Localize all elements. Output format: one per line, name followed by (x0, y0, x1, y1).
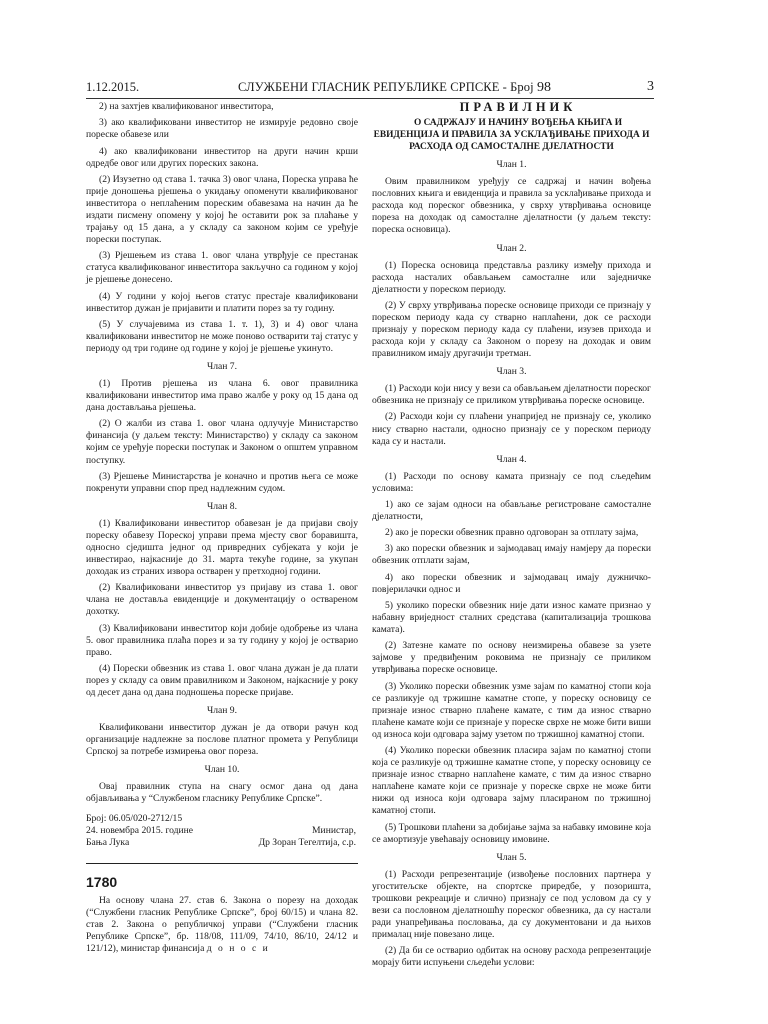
paragraph: 4) ако порески обвезник и зајмодавац имају дужничко-повјерилачки однос и (372, 571, 651, 595)
signer-role: Министар, (312, 825, 356, 837)
article-heading: Члан 4. (496, 453, 527, 465)
paragraph: (1) Расходи репрезентације (извођење пословних партнера у угоститељске објекте, на спортске приредбе, у позоришта, трошкови рекреације и слично) признају се под условом да су у вези са пословном дјелатношћу пореског обвезника, да су настали ради унапређивања пословања, да су документовани и да њихов прималац није повезано лице. (372, 868, 651, 940)
paragraph: Овим правилником уређују се садржај и начин вођења пословних књига и евиденција и правила за усклађивање прихода и расхода код пореског обвезника, у сврху утврђивања основице пореза на доходак од самосталне дјелатности (у даљем тексту: пореска основица). (372, 176, 651, 236)
paragraph: (3) Рјешење Министарства је коначно и против њега се може покренути управни спор пред надлежним судом. (86, 470, 358, 494)
paragraph: (2) Расходи који су плаћени унапријед не признају се, уколико нису стварно настали, односно признају се у пореском периоду када су и настали. (372, 411, 651, 447)
paragraph: (2) У сврху утврђивања пореске основице приходи се признају у пореском периоду када су стварно наплаћени, док се расходи признају у пореском периоду када су плаћени, изузев прихода и расхода који у складу са Законом о порезу на доходак и овим правилником имају другачији третман. (372, 299, 651, 360)
paragraph: (1) Расходи који нису у вези са обављањем дјелатности пореског обвезника не признају се приликом утврђивања пореске основице. (372, 383, 651, 407)
paragraph: 1) ако се зајам односи на обављање регистроване самосталне дјелатности, (372, 498, 651, 522)
preamble-verb: д о н о с и (206, 942, 270, 954)
gazette-title (238, 80, 551, 96)
header-rule (86, 98, 654, 99)
paragraph: (1) Пореска основица представља разлику између прихода и расхода насталих обављањем самосталне или заједничке дјелатности у пореском периоду. (372, 259, 651, 295)
paragraph: (2) О жалби из става 1. овог члана одлучује Министарство финансија (у даљем тексту: Министарство) у складу са законом којим се уређује порески поступак и Законом о општем управном поступку. (86, 418, 358, 466)
paragraph: 3) ако квалификовани инвеститор не измирује редовно своје пореске обавезе или (86, 117, 358, 141)
article-heading: Члан 10. (204, 764, 240, 776)
signature-block (86, 813, 358, 849)
article-heading: Члан 1. (496, 159, 527, 171)
paragraph: 4) ако квалификовани инвеститор на други начин крши одредбе овог или других пореских закона. (86, 145, 358, 169)
paragraph: 2) ако је порески обвезник правно одговоран за отплату зајма, (385, 527, 639, 539)
paragraph: 2) на захтјев квалификованог инвеститора, (99, 101, 274, 112)
paragraph: (4) Порески обвезник из става 1. овог члана дужан је да плати порез у складу са овим правилником и Законом, најкасније у року од десет дана од дана подношења пореске пријаве. (86, 662, 358, 699)
issue-number: 98 (536, 80, 552, 95)
paragraph: (1) Квалификовани инвеститор обавезан је да пријави своју пореску обавезу Пореској управи према мјесту свог боравишта, односно сједишта једног од привредних субјеката у који је инвестирао, најкасније до 31. марта текуће године, за укупан доходак из страних извора остварен у претходној години. (86, 517, 358, 578)
paragraph: 5) уколико порески обвезник није дати износ камате признао у набавну вриједност сталних средстава (капитализација трошкова камата). (372, 600, 651, 636)
article-heading: Члан 2. (496, 242, 527, 254)
right-column (372, 101, 651, 973)
regulation-subtitle: О САДРЖАЈУ И НАЧИНУ ВОЂЕЊА КЊИГА И ЕВИДЕНЦИЈА И ПРАВИЛА ЗА УСКЛАЂИВАЊЕ ПРИХОДА И РАСХОДА ОД САМОСТАЛНЕ ДЈЕЛАТНОСТИ (373, 118, 650, 153)
act-number: 1780 (86, 874, 118, 891)
document-date: 24. новембра 2015. године (86, 825, 194, 837)
paragraph: Квалификовани инвеститор дужан је да отвори рачун код организације надлежне за послове платног промета у Републици Српској за потребе измирења овог пореза. (86, 722, 358, 758)
paragraph: (2) Квалификовани инвеститор уз пријаву из става 1. овог члана не доставља евиденције и документацију о оствареном дохотку. (86, 582, 358, 618)
paragraph: (2) Затезне камате по основу неизмирења обавезе за узете зајмове у предвиђеним роковима не признају се приликом утврђивања пореске основице. (372, 640, 651, 676)
preamble (86, 895, 358, 955)
document-place: Бања Лука (86, 837, 130, 849)
signer-name: Др Зоран Тегелтија, с.р. (258, 837, 356, 849)
article-heading: Члан 3. (496, 366, 527, 378)
gazette-name: СЛУЖБЕНИ ГЛАСНИК РЕПУБЛИКЕ СРПСКЕ - Број (238, 80, 534, 94)
preamble-text: На основу члана 27. став 6. Закона о порезу на доходак (“Службени гласник Републике Српске”, број 60/15) и члана 82. став 2. Закона о републичкој управи (“Службени гласник Републике Српске”, бр. 118/08, 111/09, 74/10, 86/10, 24/12 и 121/12), министар финансија (86, 894, 358, 954)
paragraph: (1) Против рјешења из члана 6. овог правилника квалификовани инвеститор има право жалбе у року од 15 дана од дана достављања рјешења. (86, 378, 358, 414)
paragraph: 3) ако порески обвезник и зајмодавац имају намјеру да порески обвезник отплати зајам, (372, 543, 651, 567)
paragraph: (1) Расходи по основу камата признају се под сљедећим условима: (372, 470, 651, 494)
paragraph: (5) Трошкови плаћени за добијање зајма за набавку имовине која се амортизује увећавају основицу имовине. (372, 821, 651, 845)
page-number: 3 (647, 79, 654, 94)
paragraph: (4) У години у којој његов статус престаје квалификовани инвеститор дужан је пријавити и платити порез за ту годину. (86, 290, 358, 314)
paragraph: (5) У случајевима из става 1. т. 1), 3) и 4) овог члана квалификовани инвеститор не може поново остварити тај статус у периоду од три године од године у којој је рјешење укинуто. (86, 318, 358, 354)
paragraph: (4) Уколико порески обвезник пласира зајам по каматној стопи која се разликује од тржишне каматне стопе, у пореску основицу се признаје износ стварно наплаћене камате, с тим да износ стварно наплаћене камате који се признаје у пореске сврхе не може бити нижи од износа који одговара зајму пласираном по тржишној каматној стопи. (372, 745, 651, 817)
page-header (86, 80, 654, 98)
article-heading: Члан 5. (496, 851, 527, 863)
left-column (86, 101, 358, 959)
paragraph: (3) Рјешењем из става 1. овог члана утврђује се престанак статуса квалификованог инвеститора закључно са годином у којој је рјешење донесено. (86, 250, 358, 286)
article-heading: Члан 7. (206, 361, 237, 373)
paragraph: (2) Изузетно од става 1. тачка 3) овог члана, Пореска управа ће прије доношења рјешења о укидању опоменути квалификованог инвеститора о неплаћеним пореским обавезама на начин да ће издати писмену опомену у којој ће оставити рок за плаћање у трајању од 15 дана, а у складу са законом којим се уређује порески поступак. (86, 173, 358, 246)
section-divider (86, 863, 358, 864)
document-number: Број: 06.05/020-2712/15 (86, 813, 183, 825)
article-heading: Члан 9. (206, 705, 237, 717)
paragraph: (2) Да би се остварио одбитак на основу расхода репрезентације морају бити испуњени сљедећи услови: (372, 945, 651, 969)
paragraph: (3) Уколико порески обвезник узме зајам по каматној стопи која се разликује од тржишне каматне стопе, у пореску основицу се признаје износ стварно плаћене камате, с тим да износ стварно плаћене камате који се признаје у пореске сврхе не може бити виши од износа који одговара зајму узетом по тржишној каматној стопи. (372, 680, 651, 740)
paragraph: (3) Квалификовани инвеститор који добије одобрење из члана 5. овог правилника плаћа порез и за ту годину у којој је остварио право. (86, 622, 358, 658)
regulation-title: ПРАВИЛНИК (459, 100, 577, 114)
issue-date: 1.12.2015. (86, 80, 140, 94)
article-heading: Члан 8. (206, 500, 237, 512)
paragraph: Овај правилник ступа на снагу осмог дана од дана објављивања у “Службеном гласнику Републике Српске”. (86, 781, 358, 805)
